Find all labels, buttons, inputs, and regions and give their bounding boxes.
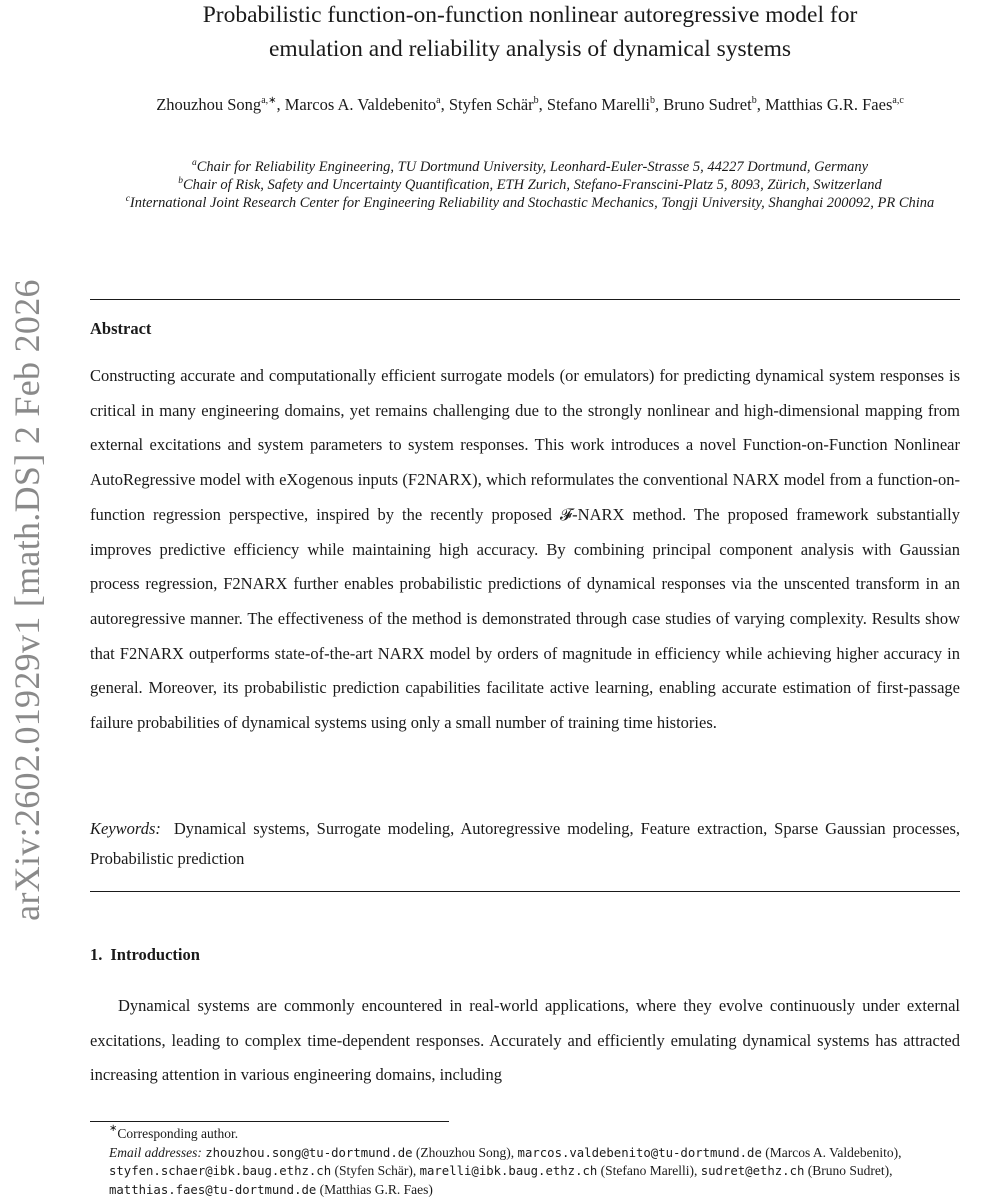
author: Marcos A. Valdebenito$^a$ — [284, 95, 441, 114]
footnotes — [90, 1125, 965, 1199]
corresponding-author-note: ∗Corresponding author. — [109, 1123, 239, 1141]
email-link[interactable]: sudret@ethz.ch — [700, 1164, 805, 1178]
paper-title — [90, 0, 970, 66]
affiliation: $^c$International Joint Research Center for Engineering Reliability and Stochastic Mechanics, Tongji University, Shanghai 200092, PR China — [125, 194, 935, 211]
divider-bottom — [90, 891, 960, 892]
abstract-text: Constructing accurate and computationally efficient surrogate models (or emulators) for predicting dynamical system responses is critical in many engineering domains, yet remains challenging due to the strongly nonlinear and high-dimensional mapping from external excitations and system parameters to system responses. This work introduces a novel Function-on-Function Nonlinear AutoRegressive model with eXogenous inputs (F2NARX), which reformulates the conventional NARX model from a function-on-function regression perspective, inspired by the recently proposed 𝓕-NARX method. The proposed framework substantially improves predictive efficiency while maintaining high accuracy. By combining principal component analysis with Gaussian process regression, F2NARX further enables probabilistic predictions of dynamical responses via the unscented transform in an autoregressive manner. The effectiveness of the method is demonstrated through case studies of varying complexity. Results show that F2NARX outperforms state-of-the-art NARX model by orders of magnitude in efficiency while achieving higher accuracy in general. Moreover, its probabilistic prediction capabilities facilitate active learning, enabling accurate estimation of first-passage failure probabilities of dynamical systems using only a small number of training time histories. — [90, 366, 960, 733]
email-addresses: Email addresses: zhouzhou.song@tu-dortmund.de (Zhouzhou Song), marcos.valdebenito@tu-dortmund.de (Marcos A. Valdebenito), styfen.schaer@ibk.baug.ethz.ch (Styfen Schär), marelli@ibk.baug.ethz.ch (Stefano Marelli), sudret@ethz.ch (Bruno Sudret), matthias.faes@tu-dortmund.de (Matthias G.R. Faes) — [109, 1144, 902, 1197]
title-line-2: emulation and reliability analysis of dynamical systems — [268, 36, 792, 62]
author: Styfen Schär$^b$ — [448, 95, 539, 114]
email-link[interactable]: matthias.faes@tu-dortmund.de — [109, 1182, 317, 1197]
author: Stefano Marelli$^b$ — [546, 95, 655, 114]
affiliation: $^a$Chair for Reliability Engineering, TU Dortmund University, Leonhard-Euler-Strasse 5, 44227 Dortmund, Germany — [191, 158, 869, 175]
author: Zhouzhou Song$^{a,∗}$ — [156, 95, 277, 114]
email-link[interactable]: styfen.schaer@ibk.baug.ethz.ch — [109, 1164, 332, 1178]
affiliation-list — [90, 158, 970, 212]
keywords — [90, 814, 960, 874]
title-line-1: Probabilistic function-on-function nonlinear autoregressive model for — [202, 2, 858, 28]
affiliation: $^b$Chair of Risk, Safety and Uncertainty Quantification, ETH Zurich, Stefano-Franscini-Platz 5, 8093, Zürich, Switzerland — [178, 176, 882, 193]
footnote-rule — [90, 1121, 449, 1122]
keywords-text: Dynamical systems, Surrogate modeling, Autoregressive modeling, Feature extraction, Sparse Gaussian processes, Probabilistic prediction — [90, 819, 961, 868]
author: Matthias G.R. Faes$^{a,c}$ — [764, 95, 904, 114]
section-heading-introduction — [90, 945, 200, 965]
email-link[interactable]: marelli@ibk.baug.ethz.ch — [419, 1164, 598, 1178]
section-number: 1. — [90, 945, 103, 964]
email-label: Email addresses: — [109, 1144, 202, 1160]
keywords-label: Keywords: — [90, 819, 161, 838]
introduction-text: Dynamical systems are commonly encountered in real-world applications, where they evolve continuously under external excitations, leading to complex time-dependent responses. Accurately and efficiently emulating dynamical systems has attracted increasing attention in various engineering domains, including — [90, 996, 960, 1085]
abstract-heading: Abstract — [90, 319, 152, 338]
section-title: Introduction — [110, 945, 200, 964]
divider-top — [90, 299, 960, 300]
author: Bruno Sudret$^b$ — [663, 95, 757, 114]
arxiv-identifier[interactable]: arXiv:2602.01929v1 [math.DS] 2 Feb 2026 — [7, 279, 47, 921]
arxiv-sidebar — [4, 250, 50, 950]
email-link[interactable]: zhouzhou.song@tu-dortmund.de — [205, 1145, 413, 1160]
email-link[interactable]: marcos.valdebenito@tu-dortmund.de — [517, 1145, 762, 1160]
author-list: Zhouzhou Song$^{a,∗}$, Marcos A. Valdebenito$^a$, Styfen Schär$^b$, Stefano Marelli$^b$, Bruno Sudret$^b$, Matthias G.R. Faes$^{a,c}$ — [156, 95, 904, 114]
